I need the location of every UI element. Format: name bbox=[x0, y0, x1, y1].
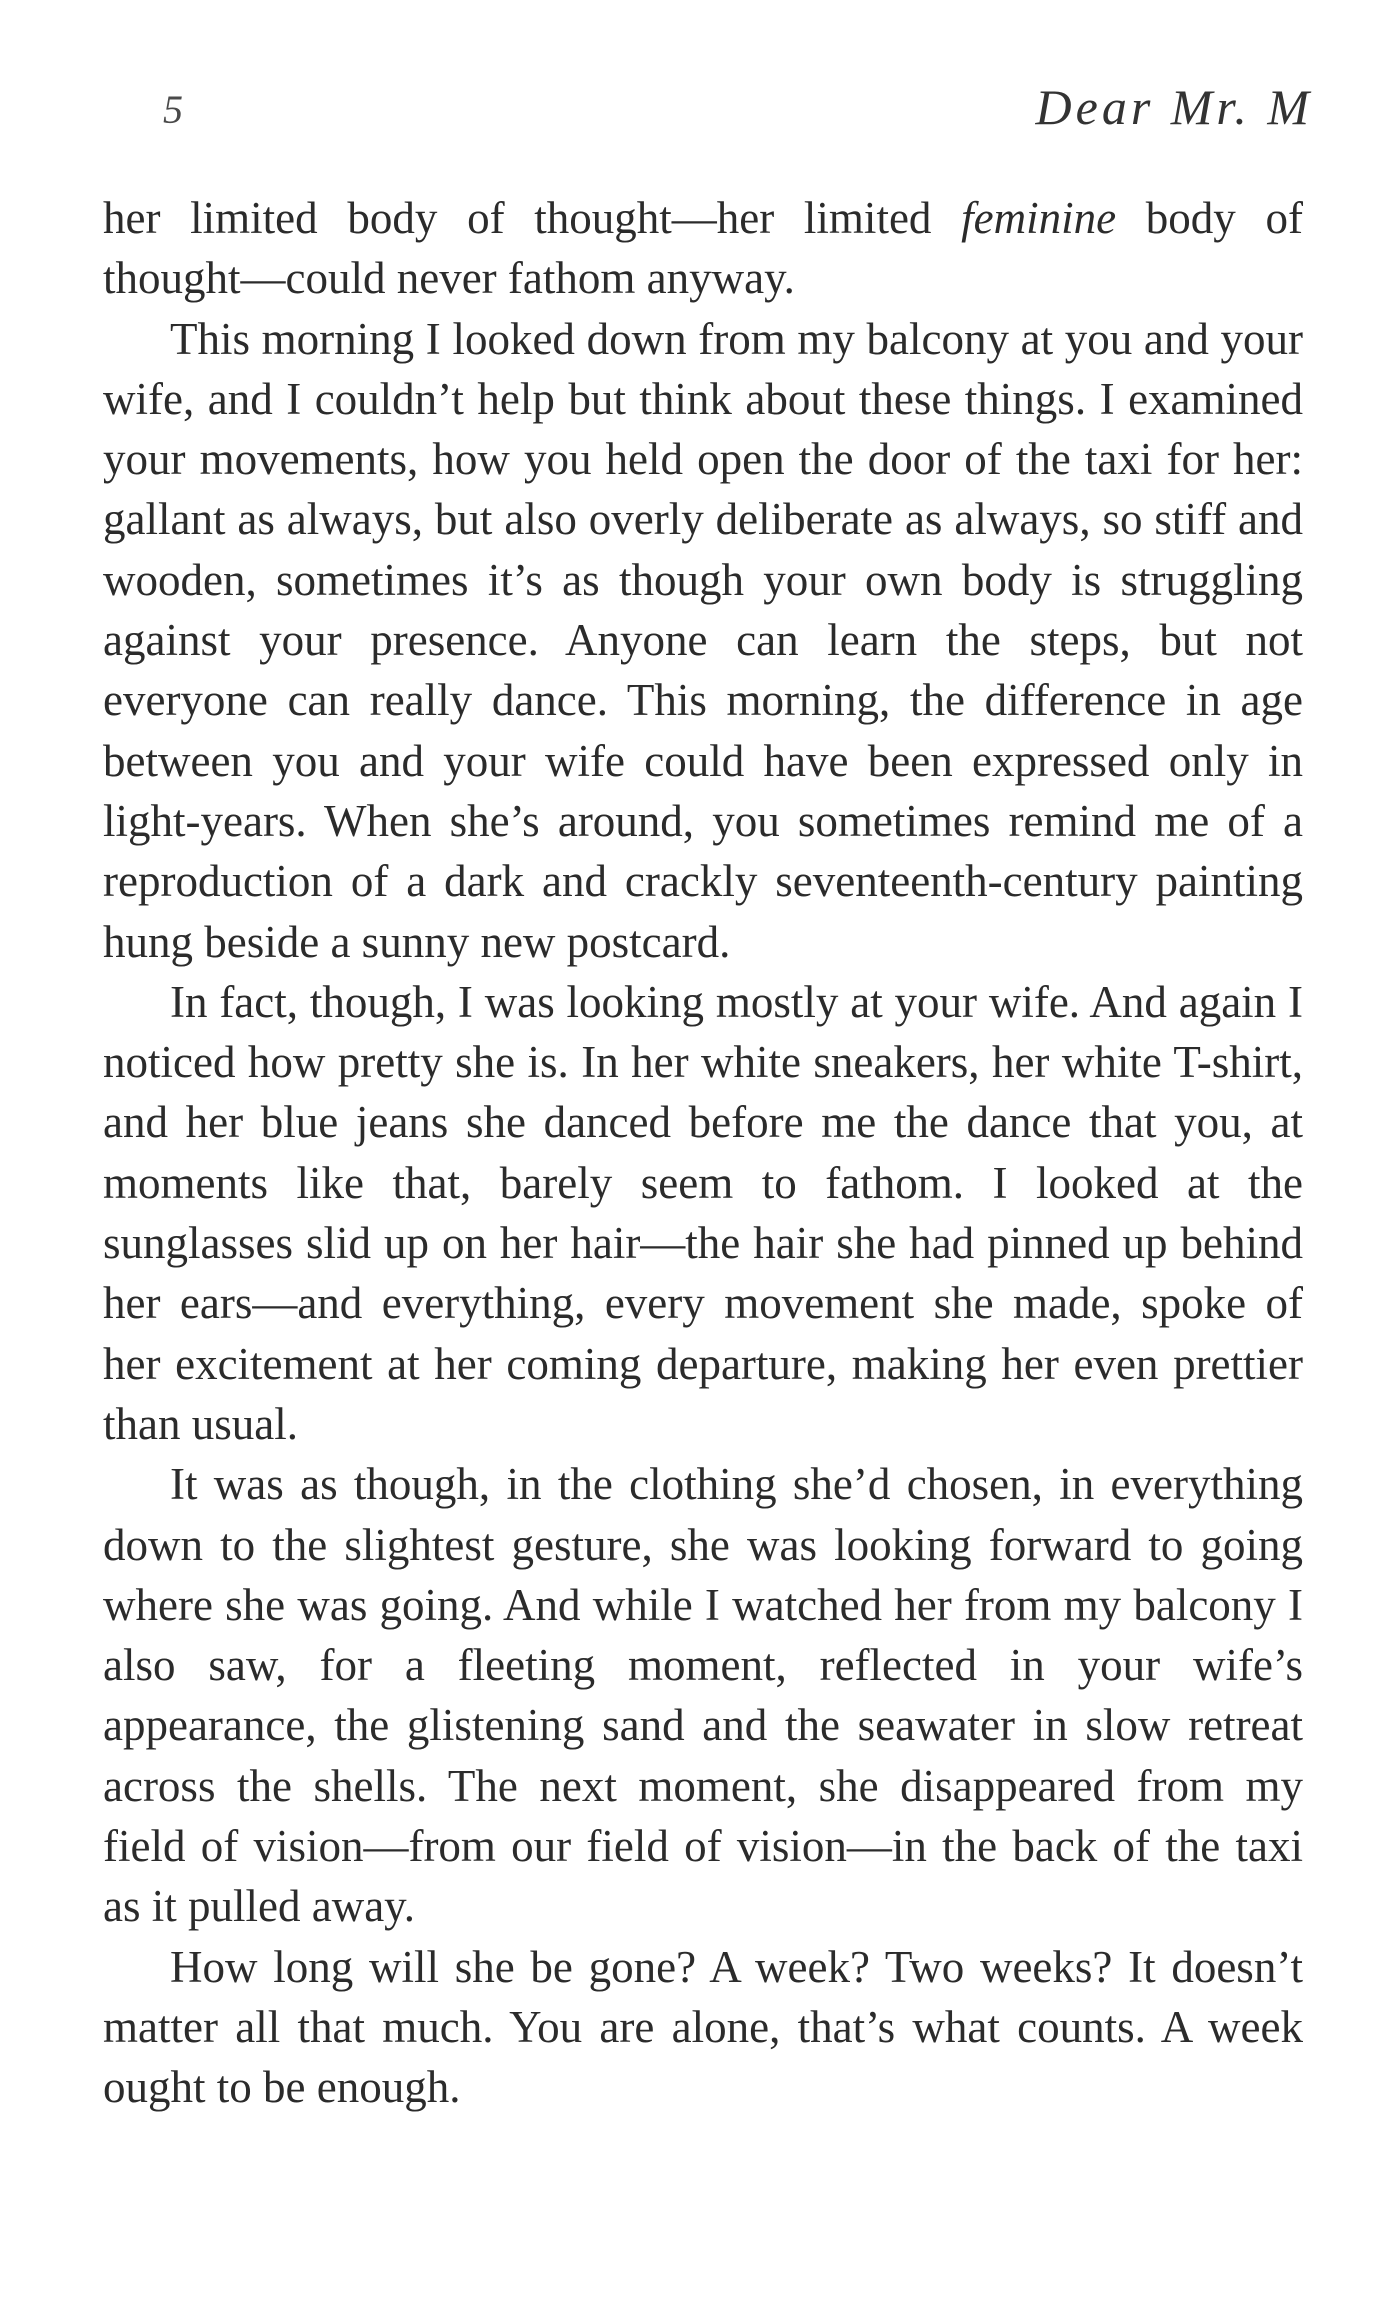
paragraph-text: her limited body of thought—her limited bbox=[103, 193, 962, 243]
paragraph: This morning I looked down from my balcony at you and your wife, and I couldn’t help but think about these things. I examined your movements, how you held open the door of the taxi for her: gallant as always, but also overly deliberate as always, so stiff and wooden, sometimes it’s as though your own body is struggling against your presence. Anyone can learn the steps, but not everyone can really dance. This morning, the difference in age between you and your wife could have been expressed only in light-years. When she’s around, you sometimes remind me of a reproduction of a dark and crackly seventeenth-century painting hung beside a sunny new postcard. bbox=[103, 313, 1303, 967]
paragraph: It was as though, in the clothing she’d chosen, in everything down to the slightest gesture, she was looking forward to going where she was going. And while I watched her from my balcony I also saw, for a fleeting moment, reflected in your wife’s appearance, the glistening sand and the seawater in slow retreat across the shells. The next moment, she disappeared from my field of vision—from our field of vision—in the back of the taxi as it pulled away. bbox=[103, 1459, 1303, 1932]
paragraph: In fact, though, I was looking mostly at your wife. And again I noticed how pretty she is. In her white sneakers, her white T-shirt, and her blue jeans she danced before me the dance that you, at moments like that, barely seem to fathom. I looked at the sunglasses slid up on her hair—the hair she had pinned up behind her ears—and everything, every movement she made, spoke of her excitement at her coming departure, making her even prettier than usual. bbox=[103, 976, 1303, 1449]
running-head: Dear Mr. M bbox=[1035, 79, 1313, 135]
emphasized-word: feminine bbox=[961, 193, 1117, 243]
paragraph-continued bbox=[103, 188, 1303, 309]
paragraph: How long will she be gone? A week? Two weeks? It doesn’t matter all that much. You are alone, that’s what counts. A week ought to be enough. bbox=[103, 1941, 1303, 2113]
body-text bbox=[103, 188, 1303, 2118]
page-number: 5 bbox=[163, 87, 183, 132]
paragraph-text: body of thought—could never fathom anyway. bbox=[103, 193, 1303, 304]
